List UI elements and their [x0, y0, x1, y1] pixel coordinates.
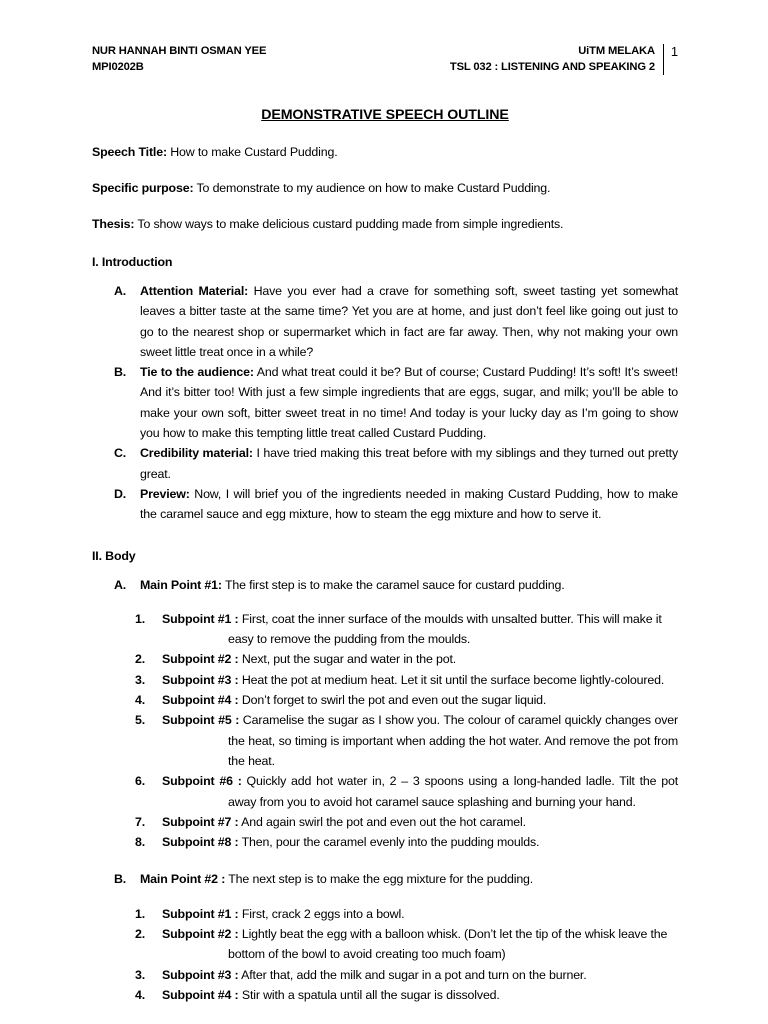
subpoint-b3-body [162, 965, 678, 985]
subpoint-a6 [92, 771, 678, 812]
subpoint-a4-body [162, 690, 678, 710]
speech-title-label: Speech Title: [92, 145, 167, 159]
introduction-item-b-text: And what treat could it be? But of course; Custard Pudding! It’s soft! It’s sweet! And it’s bitter too! With just a few simple ingredients that are eggs, sugar, and milk; you’ll be able to make your own soft, bitter sweet treat in no time! And today is your lucky day as I’m going to show you how to make this tempting little treat called Custard Pudding. [140, 365, 678, 441]
subpoint-b4-text: Stir with a spatula until all the sugar is dissolved. [238, 987, 500, 1002]
subpoint-a5-marker: 5. [135, 713, 146, 728]
subpoint-a5-text: Caramelise the sugar as I show you. The colour of caramel quickly changes over the heat, so timing is important when adding the hot water. And remove the pot from the heat. [228, 713, 678, 768]
subpoint-a8-body [162, 832, 678, 852]
subpoint-a1-body [162, 609, 678, 650]
thesis-line [92, 217, 678, 231]
subpoint-a7-label: Subpoint #7 : [162, 814, 239, 829]
subpoint-a3 [92, 670, 678, 690]
thesis-label: Thesis: [92, 217, 135, 231]
body-main-point-a-marker: A. [114, 577, 127, 592]
subpoint-a4-text: Don’t forget to swirl the pot and even out the sugar liquid. [238, 693, 547, 708]
subpoint-a8-label: Subpoint #8 : [162, 835, 239, 850]
subpoint-a7 [92, 812, 678, 832]
subpoint-a3-text: Heat the pot at medium heat. Let it sit until the surface become lightly-coloured. [238, 672, 665, 687]
introduction-item-d-marker: D. [114, 486, 127, 501]
header-author: NUR HANNAH BINTI OSMAN YEE [92, 45, 267, 57]
specific-purpose-line [92, 181, 678, 195]
subpoint-a4-label: Subpoint #4 : [162, 693, 239, 708]
introduction-item-a-marker: A. [114, 284, 127, 298]
specific-purpose-value: To demonstrate to my audience on how to make Custard Pudding. [193, 181, 551, 195]
subpoint-b1-text: First, crack 2 eggs into a bowl. [238, 906, 405, 921]
body-main-point-a-body [140, 575, 678, 595]
body-main-point-b-marker: B. [114, 872, 127, 887]
subpoint-b4-body [162, 985, 678, 1005]
body-main-point-a [92, 575, 678, 595]
body-main-point-b-text: The next step is to make the egg mixture for the pudding. [225, 872, 534, 887]
introduction-item-d-body [140, 484, 678, 525]
subpoint-a8 [92, 832, 678, 852]
subpoint-a2 [92, 649, 678, 669]
subpoint-b2-marker: 2. [135, 927, 146, 942]
subpoint-a3-label: Subpoint #3 : [162, 672, 239, 687]
subpoint-b1-body [162, 904, 678, 924]
thesis-value: To show ways to make delicious custard pudding made from simple ingredients. [134, 217, 564, 231]
header-right-block [450, 44, 678, 75]
subpoint-b2-label: Subpoint #2 : [162, 927, 239, 942]
subpoint-a2-text: Next, put the sugar and water in the pot. [238, 652, 457, 667]
subpoint-a6-label: Subpoint #6 : [162, 774, 242, 789]
introduction-item-b-body [140, 362, 678, 443]
introduction-item-a-label: Attention Material: [140, 284, 249, 298]
subpoint-b2-text: Lightly beat the egg with a balloon whisk. (Don’t let the tip of the whisk leave the bottom of the bowl to avoid creating too much foam) [228, 927, 668, 962]
introduction-item-d-label: Preview: [140, 486, 190, 501]
body-main-point-b-list [92, 869, 678, 889]
header-subject: TSL 032 : LISTENING AND SPEAKING 2 [449, 60, 655, 73]
introduction-item-c-marker: C. [114, 446, 127, 461]
subpoint-a4-marker: 4. [135, 693, 146, 708]
introduction-item-c-label: Credibility material: [140, 446, 253, 461]
subpoint-a6-text: Quickly add hot water in, 2 – 3 spoons using a long-handed ladle. Tilt the pot away from you to avoid hot caramel sauce splashing and burning your hand. [228, 774, 679, 809]
subpoint-a1 [92, 609, 678, 650]
subpoint-a4 [92, 690, 678, 710]
subpoint-a2-label: Subpoint #2 : [162, 652, 239, 667]
body-main-point-b-body [140, 869, 678, 889]
introduction-item-a-body [140, 281, 678, 362]
subpoint-a8-marker: 8. [135, 835, 146, 850]
body-main-point-a-list [92, 575, 678, 595]
body-main-point-a-label: Main Point #1: [140, 577, 222, 592]
header-course-code: MPI0202B [92, 60, 144, 73]
subpoint-a6-body [162, 771, 678, 812]
subpoint-b2-body [162, 924, 678, 965]
introduction-item-a [92, 281, 678, 362]
subpoint-a1-label: Subpoint #1 : [162, 611, 239, 626]
subpoint-a5-label: Subpoint #5 : [162, 713, 240, 728]
speech-title-value: How to make Custard Pudding. [166, 145, 338, 159]
header-left-block [92, 44, 266, 75]
introduction-item-b-marker: B. [114, 365, 127, 380]
spacer-before-main-point-b [92, 852, 678, 869]
body-main-point-b-label: Main Point #2 : [140, 872, 226, 887]
subpoint-a7-text: And again swirl the pot and even out the hot caramel. [238, 814, 526, 829]
subpoint-a3-body [162, 670, 678, 690]
subpoint-b4-marker: 4. [135, 987, 146, 1002]
subpoint-b1 [92, 904, 678, 924]
introduction-item-d-text: Now, I will brief you of the ingredients needed in making Custard Pudding, how to make the caramel sauce and egg mixture, how to steam the egg mixture and how to serve it. [140, 486, 678, 522]
subpoint-a1-marker: 1. [135, 611, 146, 626]
specific-purpose-label: Specific purpose: [92, 181, 194, 195]
subpoint-b3 [92, 965, 678, 985]
main-point-b-subpoints [92, 904, 678, 1005]
subpoint-b3-text: After that, add the milk and sugar in a pot and turn on the burner. [238, 967, 587, 982]
subpoint-a1-text: First, coat the inner surface of the moulds with unsalted butter. This will make it easy to remove the pudding from the moulds. [228, 611, 662, 647]
introduction-item-c [92, 443, 678, 484]
subpoint-a5-body [162, 710, 678, 771]
document-header [92, 44, 678, 75]
subpoint-b2 [92, 924, 678, 965]
subpoint-a7-body [162, 812, 678, 832]
subpoint-a5 [92, 710, 678, 771]
subpoint-a6-marker: 6. [135, 774, 146, 789]
subpoint-b4 [92, 985, 678, 1005]
speech-title-line [92, 145, 678, 159]
introduction-item-d [92, 484, 678, 525]
subpoint-b1-marker: 1. [135, 906, 146, 921]
subpoint-b1-label: Subpoint #1 : [162, 906, 239, 921]
body-main-point-a-text: The first step is to make the caramel sauce for custard pudding. [221, 577, 565, 592]
main-point-a-subpoints [92, 609, 678, 853]
subpoint-b4-label: Subpoint #4 : [162, 987, 239, 1002]
subpoint-a8-text: Then, pour the caramel evenly into the pudding moulds. [238, 835, 540, 850]
introduction-item-b-label: Tie to the audience: [140, 365, 254, 380]
body-main-point-b [92, 869, 678, 889]
introduction-item-c-body [140, 443, 678, 484]
subpoint-b3-label: Subpoint #3 : [162, 967, 239, 982]
header-divider-rule [663, 44, 664, 75]
introduction-item-b [92, 362, 678, 443]
subpoint-a2-marker: 2. [135, 652, 146, 667]
subpoint-a7-marker: 7. [135, 814, 146, 829]
header-right-text [450, 44, 655, 75]
subpoint-b3-marker: 3. [135, 967, 146, 982]
subpoint-a2-body [162, 649, 678, 669]
section-heading-body: II. Body [92, 548, 136, 563]
header-institution: UiTM MELAKA [578, 45, 655, 57]
introduction-list [92, 281, 678, 525]
page-title: DEMONSTRATIVE SPEECH OUTLINE [261, 107, 509, 123]
page-number: 1 [670, 44, 678, 59]
section-heading-introduction: I. Introduction [92, 255, 173, 269]
introduction-item-c-text: I have tried making this treat before with my siblings and they turned out pretty great. [140, 446, 678, 481]
introduction-item-a-text: Have you ever had a crave for something soft, sweet tasting yet somewhat leaves a bitter taste at the same time? Yet you are at home, and just don’t feel like going out just to go to the nearest shop or supermarket which in fact are far away. Then, why not making your own sweet little treat once in a while? [140, 284, 678, 359]
subpoint-a3-marker: 3. [135, 672, 146, 687]
